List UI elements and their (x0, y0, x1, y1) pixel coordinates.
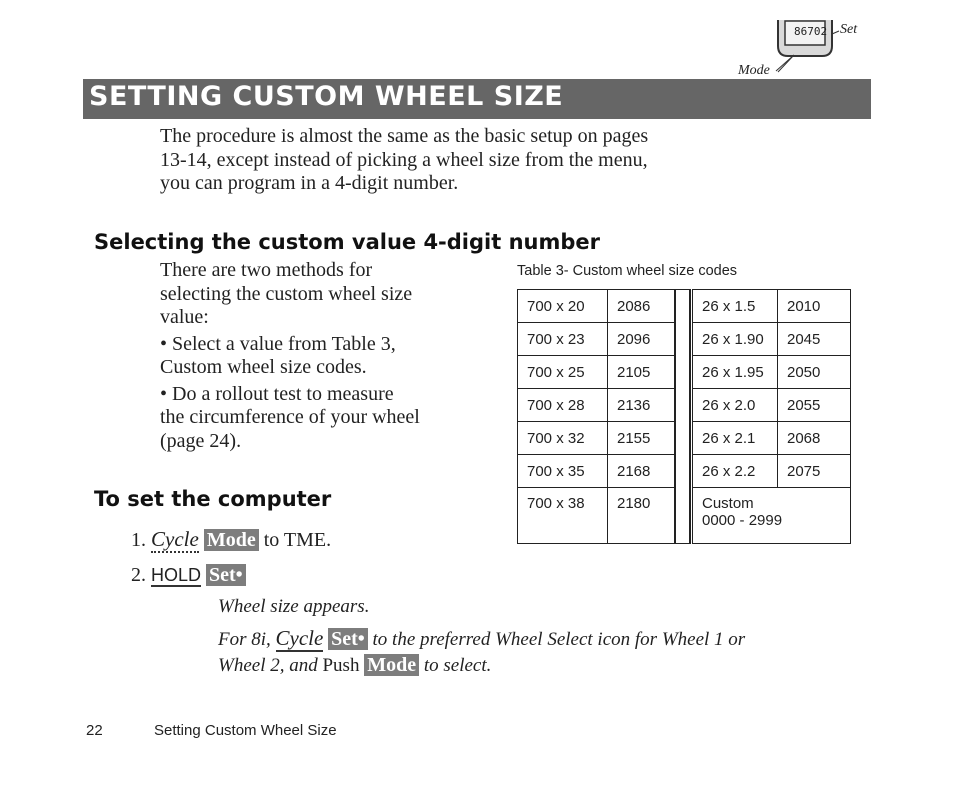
device-set-label: Set (840, 22, 858, 37)
methods-intro-line: value: (160, 306, 209, 328)
step-text: to TME. (263, 529, 332, 551)
note-action-cycle: Cycle (275, 626, 324, 650)
intro-line: The procedure is almost the same as the basic setup on pages (160, 125, 649, 147)
methods-intro-line: There are two methods for (160, 259, 373, 281)
wheel-code-cell: 2096 (608, 323, 675, 356)
note-text: to select. (423, 655, 492, 676)
note-wheel-size: Wheel size appears. (218, 596, 370, 617)
wheel-code-cell: 2180 (608, 488, 675, 544)
device-mode-label: Mode (738, 63, 770, 78)
wheel-size-cell: 26 x 2.2 (693, 455, 778, 488)
intro-paragraph (160, 125, 860, 196)
table-caption: Table 3- Custom wheel size codes (517, 263, 738, 279)
bullet-line: Custom wheel size codes. (160, 356, 367, 378)
page-title: SETTING CUSTOM WHEEL SIZE (89, 81, 564, 112)
wheel-size-cell: 26 x 1.95 (693, 356, 778, 389)
table-row (518, 455, 675, 488)
table-row (518, 488, 675, 544)
set-button-label: Set• (206, 564, 246, 586)
wheel-code-cell: 2136 (608, 389, 675, 422)
table-row-custom (693, 488, 851, 544)
step-number: 2. (131, 564, 146, 586)
wheel-size-cell: 700 x 28 (518, 389, 608, 422)
wheel-size-cell: 26 x 2.1 (693, 422, 778, 455)
table-row (693, 356, 851, 389)
wheel-size-cell: 700 x 38 (518, 488, 608, 544)
note-action-push: Push (322, 655, 360, 676)
step-number: 1. (131, 529, 146, 551)
title-bar (83, 79, 871, 119)
wheel-code-cell: 2010 (778, 290, 851, 323)
wheel-code-cell: 2055 (778, 389, 851, 422)
wheel-size-cell: 700 x 35 (518, 455, 608, 488)
wheel-code-cell: 2155 (608, 422, 675, 455)
wheel-code-cell: 2086 (608, 290, 675, 323)
step-action-cycle: Cycle (151, 527, 199, 551)
wheel-code-cell: 2050 (778, 356, 851, 389)
bullet-line: • Select a value from Table 3, (160, 332, 396, 355)
custom-range: 0000 - 2999 (702, 512, 783, 529)
wheel-code-cell: 2105 (608, 356, 675, 389)
table-row (518, 356, 675, 389)
table-row (693, 455, 851, 488)
wheel-size-cell: 26 x 1.5 (693, 290, 778, 323)
wheel-size-cell: 700 x 23 (518, 323, 608, 356)
wheel-size-cell: 700 x 32 (518, 422, 608, 455)
wheel-size-cell: 700 x 25 (518, 356, 608, 389)
bullet-line: • Do a rollout test to measure (160, 382, 394, 405)
bullet-line: the circumference of your wheel (160, 406, 420, 428)
wheel-size-cell: 26 x 2.0 (693, 389, 778, 422)
section-heading-custom-value: Selecting the custom value 4-digit number (94, 230, 600, 254)
note-text: to the preferred Wheel Select icon for Wheel 1 or (372, 629, 746, 650)
note-text: Wheel 2, and (218, 655, 318, 676)
methods-intro-line: selecting the custom wheel size (160, 282, 413, 305)
note-text: For 8i, (218, 629, 271, 650)
mode-button-label: Mode (204, 529, 259, 551)
table-row (693, 422, 851, 455)
wheel-code-cell: 2075 (778, 455, 851, 488)
table-row (518, 323, 675, 356)
footer-section-title: Setting Custom Wheel Size (154, 722, 337, 739)
table-row (518, 290, 675, 323)
device-figure (736, 16, 866, 80)
wheel-size-cell: 700 x 20 (518, 290, 608, 323)
device-display-value: 86702 (794, 25, 828, 38)
intro-line: 13-14, except instead of picking a wheel size from the menu, (160, 148, 648, 171)
table-row (518, 422, 675, 455)
wheel-code-cell: 2045 (778, 323, 851, 356)
footer-page-number: 22 (86, 722, 103, 739)
wheel-size-cell: 26 x 1.90 (693, 323, 778, 356)
table-row (693, 290, 851, 323)
wheel-code-cell: 2168 (608, 455, 675, 488)
table-row (693, 323, 851, 356)
table-divider-column (674, 289, 691, 544)
step-2 (131, 564, 246, 588)
intro-line: you can program in a 4-digit number. (160, 172, 459, 194)
table-row (693, 389, 851, 422)
methods-text (160, 259, 505, 453)
note-8i (218, 625, 745, 679)
mode-button-label: Mode (364, 654, 419, 676)
custom-range-cell (693, 488, 851, 544)
step-action-hold: HOLD (151, 565, 202, 585)
table-row (518, 389, 675, 422)
wheel-size-table-700c (517, 289, 675, 544)
step-1 (131, 528, 331, 553)
set-button-label: Set• (328, 628, 368, 650)
custom-label: Custom (702, 495, 754, 512)
bullet-line: (page 24). (160, 429, 242, 452)
wheel-code-cell: 2068 (778, 422, 851, 455)
wheel-size-table-26in (692, 289, 851, 544)
section-heading-set-computer: To set the computer (94, 487, 332, 511)
